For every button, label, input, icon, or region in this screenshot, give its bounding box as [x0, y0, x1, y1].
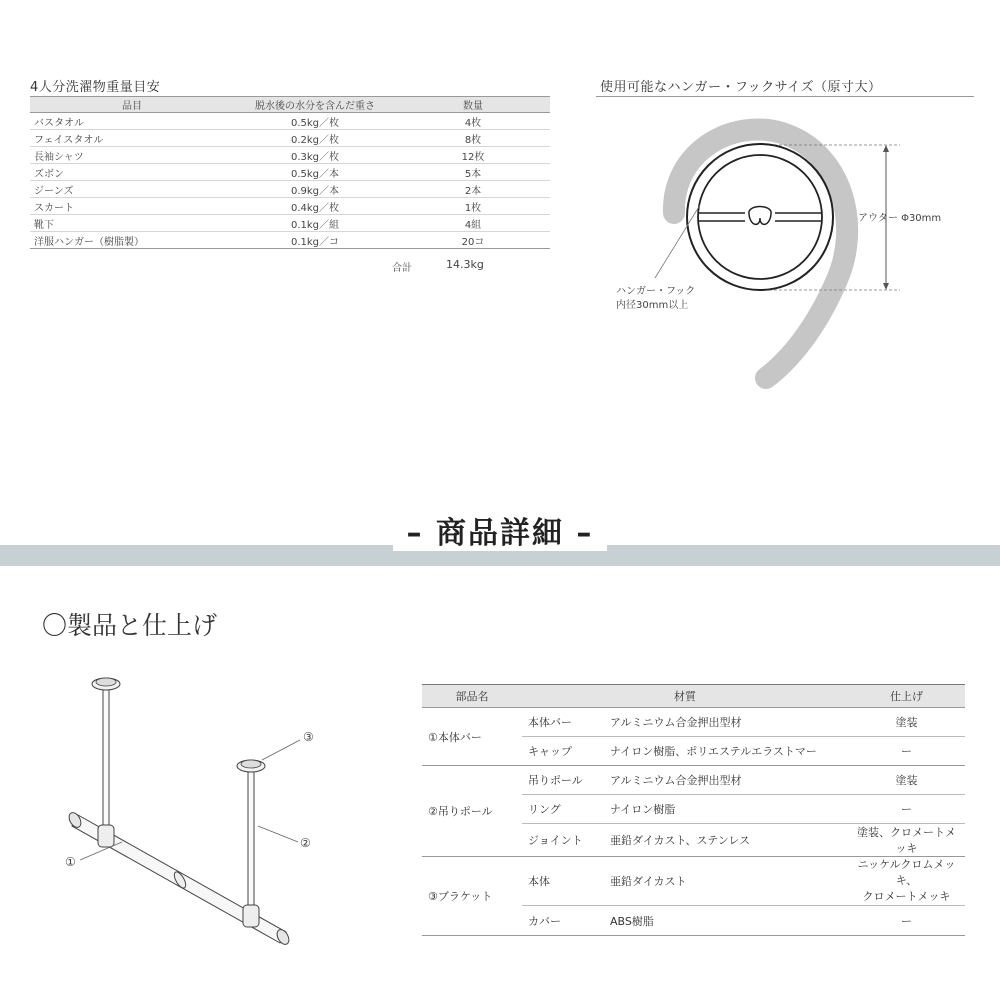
bracket-left-cap — [96, 678, 116, 686]
finish-cell: ー — [848, 795, 965, 824]
finish-line-1: ニッケルクロムメッキ、 — [857, 858, 956, 887]
pole-right — [248, 772, 254, 912]
material-cell: アルミニウム合金押出型材 — [604, 766, 848, 795]
joint-left — [98, 825, 114, 847]
table-row — [30, 181, 550, 198]
callout-2: ② — [300, 836, 311, 850]
item-cell: ズボン — [30, 164, 234, 181]
weight-header-item: 品目 — [30, 97, 234, 113]
group-name: ①本体バー — [422, 708, 522, 766]
table-row — [30, 130, 550, 147]
group-name: ③ブラケット — [422, 857, 522, 936]
group-name: ②吊りポール — [422, 766, 522, 857]
item-cell: 靴下 — [30, 215, 234, 232]
quantity-cell: 20コ — [396, 232, 550, 249]
table-row — [30, 147, 550, 164]
material-cell: 亜鉛ダイカスト — [604, 857, 848, 906]
table-row — [422, 857, 965, 906]
finish-cell: ー — [848, 737, 965, 766]
part-cell: キャップ — [522, 737, 604, 766]
materials-header-finish: 仕上げ — [848, 685, 965, 708]
table-row — [30, 113, 550, 130]
pole-left — [103, 690, 109, 830]
hanger-diagram — [596, 100, 986, 390]
quantity-cell: 5本 — [396, 164, 550, 181]
outer-diameter-label: アウター Φ30mm — [858, 213, 942, 224]
table-row — [30, 198, 550, 215]
part-cell: 本体 — [522, 857, 604, 906]
material-cell: ナイロン樹脂、ポリエステルエラストマー — [604, 737, 848, 766]
part-cell: ジョイント — [522, 824, 604, 857]
parts-drawing — [40, 660, 380, 980]
callout-3: ③ — [303, 730, 314, 744]
hook-label-line1: ハンガー・フック — [616, 286, 696, 297]
weight-header-quantity: 数量 — [396, 97, 550, 113]
materials-header-part: 部品名 — [422, 685, 522, 708]
quantity-cell: 4枚 — [396, 113, 550, 130]
table-row — [422, 766, 965, 795]
table-row — [30, 164, 550, 181]
hook-label-line2: 内径30mm以上 — [616, 300, 689, 311]
weight-table-title: 4人分洗濯物重量目安 — [30, 80, 161, 95]
table-row — [30, 232, 550, 249]
weight-cell: 0.5kg／枚 — [234, 113, 396, 130]
part-cell: 吊りポール — [522, 766, 604, 795]
callout-leader-2 — [258, 826, 298, 842]
weight-cell: 0.9kg／本 — [234, 181, 396, 198]
title-divider — [596, 96, 974, 97]
item-cell: バスタオル — [30, 113, 234, 130]
item-cell: ジーンズ — [30, 181, 234, 198]
materials-header-material: 材質 — [522, 685, 848, 708]
pipe-center-slot — [749, 207, 771, 225]
weight-cell: 0.5kg／本 — [234, 164, 396, 181]
hanger-diagram-title: 使用可能なハンガー・フックサイズ（原寸大） — [600, 80, 882, 95]
material-cell: アルミニウム合金押出型材 — [604, 708, 848, 737]
material-cell: ナイロン樹脂 — [604, 795, 848, 824]
arrow-up-icon — [883, 145, 889, 152]
sub-heading: 〇製品と仕上げ — [42, 611, 218, 640]
joint-right — [243, 905, 259, 927]
total-value: 14.3kg — [446, 258, 484, 271]
quantity-cell: 4組 — [396, 215, 550, 232]
weight-cell: 0.1kg／コ — [234, 232, 396, 249]
weight-cell: 0.1kg／組 — [234, 215, 396, 232]
finish-cell: 塗装、クロメートメッキ — [848, 824, 965, 857]
finish-cell: ー — [848, 906, 965, 936]
part-cell: リング — [522, 795, 604, 824]
finish-cell: 塗装 — [848, 708, 965, 737]
callout-leader-3 — [262, 740, 300, 760]
weight-cell: 0.3kg／枚 — [234, 147, 396, 164]
material-cell: ABS樹脂 — [604, 906, 848, 936]
part-cell: カバー — [522, 906, 604, 936]
quantity-cell: 1枚 — [396, 198, 550, 215]
callout-1: ① — [65, 855, 76, 869]
section-title-text: – 商品詳細 – — [393, 516, 608, 551]
quantity-cell: 2本 — [396, 181, 550, 198]
arrow-down-icon — [883, 283, 889, 290]
section-title — [0, 508, 1000, 552]
materials-table — [422, 684, 965, 936]
table-row — [30, 215, 550, 232]
table-row — [422, 708, 965, 737]
weight-table — [30, 96, 550, 249]
item-cell: スカート — [30, 198, 234, 215]
bracket-right-cap — [241, 760, 261, 768]
part-cell: 本体バー — [522, 708, 604, 737]
item-cell: 洋服ハンガー（樹脂製） — [30, 232, 234, 249]
weight-cell: 0.4kg／枚 — [234, 198, 396, 215]
total-label: 合計 — [392, 263, 412, 274]
item-cell: フェイスタオル — [30, 130, 234, 147]
quantity-cell: 8枚 — [396, 130, 550, 147]
weight-cell: 0.2kg／枚 — [234, 130, 396, 147]
weight-header-weight: 脱水後の水分を含んだ重さ — [234, 97, 396, 113]
item-cell: 長袖シャツ — [30, 147, 234, 164]
finish-cell: 塗装 — [848, 766, 965, 795]
material-cell: 亜鉛ダイカスト、ステンレス — [604, 824, 848, 857]
finish-cell — [848, 857, 965, 906]
quantity-cell: 12枚 — [396, 147, 550, 164]
finish-line-2: クロメートメッキ — [862, 890, 951, 903]
